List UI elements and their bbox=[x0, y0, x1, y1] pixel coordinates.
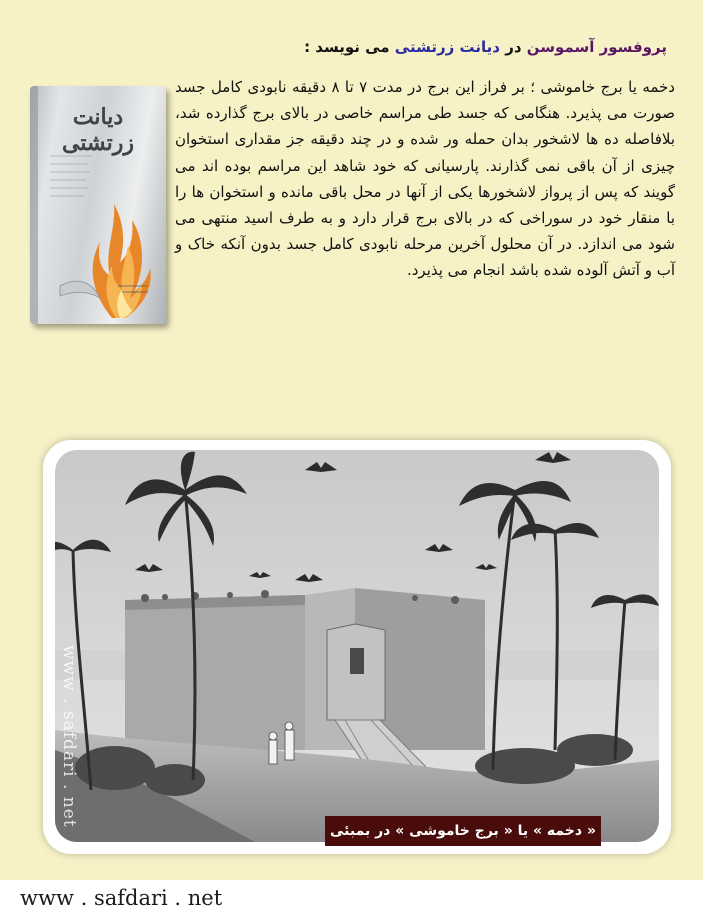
book-cover-image bbox=[30, 86, 166, 324]
heading-connector: در bbox=[499, 38, 527, 56]
tower-of-silence-illustration bbox=[55, 450, 659, 842]
photo-frame bbox=[43, 440, 671, 854]
photo-watermark: www . safdari . net bbox=[59, 645, 79, 828]
author-name: پروفسور آسموسن bbox=[526, 38, 667, 56]
heading-suffix: می نویسد : bbox=[304, 38, 395, 56]
book-name: دیانت زرتشتی bbox=[394, 38, 500, 56]
article-body-text: دخمه یا برج خاموشی ؛ بر فراز این برج در مدت ۷ تا ۸ دقیقه نابودی کامل جسد صورت می پذیرد. هنگامی که جسد طی مراسم خاصی در بالای برج گذارده شد، بلافاصله ده ها لاشخور بدان حمله ور شده و در چند دقیقه جز مقداری استخوان چیزی از آن باقی نمی گذارند. پارسیانی که خود شاهد این مراسم بوده اند می گویند که پس از پرواز لاشخورها یکی از آنها در محل باقی مانده و استخوان ها را با منقار خود در سوراخی که در بالای برج قرار دارد و به طرف اسید منتهی می شود می اندازد. در آن محلول آخرین مرحله نابودی کامل جسد بدون آنکه خاک و آب و آتش آلوده شده باشد انجام می پذیرد. bbox=[175, 78, 675, 280]
photo-caption: « دخمه » یا « برج خاموشی » در بمبئی bbox=[325, 816, 601, 846]
article-heading bbox=[107, 38, 667, 56]
book-cover-title: دیانت زرتشتی bbox=[62, 104, 134, 156]
footer-website-url[interactable]: www . safdari . net bbox=[20, 886, 223, 910]
tower-of-silence-photo bbox=[55, 450, 659, 842]
